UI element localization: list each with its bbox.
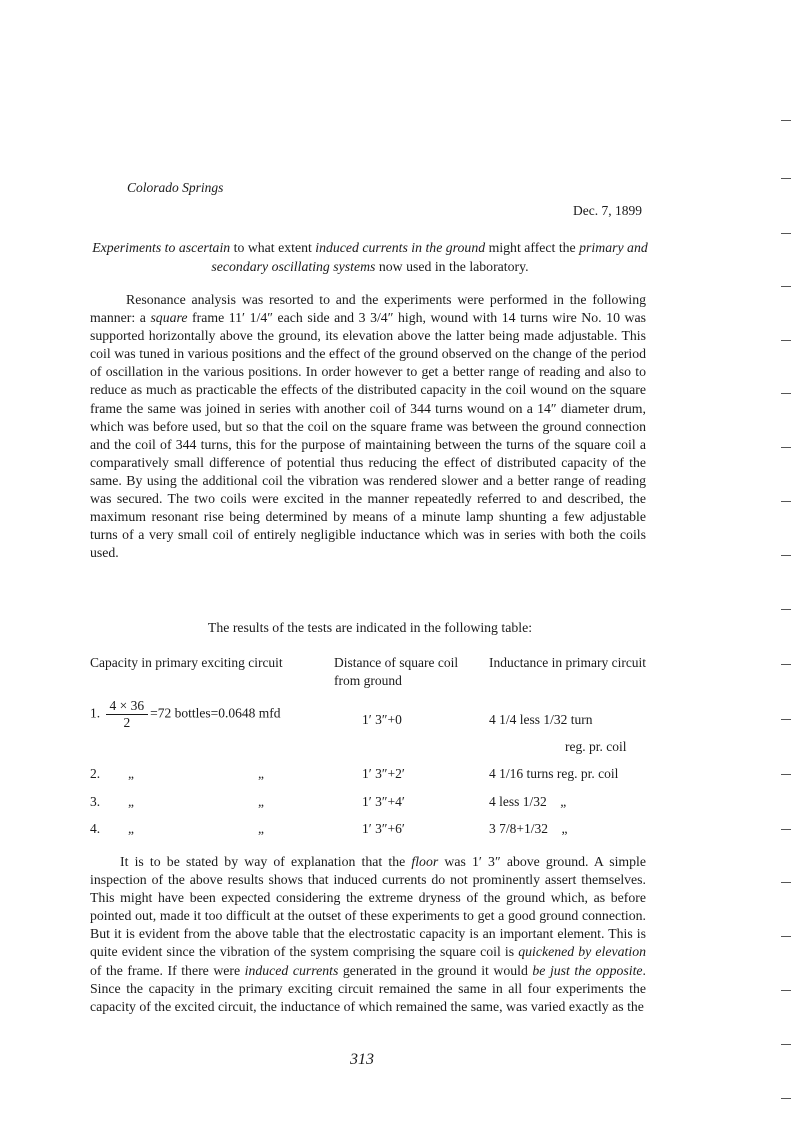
fraction-numerator: 4 × 36 xyxy=(106,698,149,715)
margin-tick xyxy=(781,233,791,234)
table-row-3-inductance: 4 less 1/32 „ xyxy=(489,794,567,809)
margin-tick xyxy=(781,555,791,556)
paragraph2-text-8: be just the opposite xyxy=(532,962,643,978)
table-row-3-distance: 1′ 3″+4′ xyxy=(362,794,405,809)
heading-part-1: Experiments to ascertain xyxy=(92,240,231,255)
paragraph2-text-9: . Since the capacity in the primary exciting circuit remained the same in all four experiments the capacity of the excited circuit, the inductance of which remained the same, was varied exactly as the xyxy=(90,962,646,1014)
heading-part-5: primary and secondary oscillating systems xyxy=(211,240,648,274)
table-row-3-ditto-1: „ xyxy=(128,794,134,809)
margin-tick xyxy=(781,393,791,394)
paragraph-resonance-analysis xyxy=(90,291,646,562)
table-row-2-ditto-2: „ xyxy=(258,766,264,781)
paragraph2-text-5: of the frame. If there were xyxy=(90,962,245,978)
margin-tick xyxy=(781,447,791,448)
table-row-3-number: 3. xyxy=(90,794,101,809)
row-1-number: 1. xyxy=(90,705,101,721)
margin-tick xyxy=(781,1044,791,1045)
table-row-4-distance: 1′ 3″+6′ xyxy=(362,821,405,836)
margin-tick xyxy=(781,664,791,665)
paragraph2-text-7: generated in the ground it would xyxy=(338,962,533,978)
page-number: 313 xyxy=(350,1051,374,1068)
table-row-4-ditto-1: „ xyxy=(128,821,134,836)
paragraph2-text-2: floor xyxy=(411,854,439,869)
fraction-denominator: 2 xyxy=(123,715,131,730)
heading-part-3: induced currents in the ground xyxy=(315,240,486,255)
table-header-distance: Distance of square coil from ground xyxy=(334,655,459,688)
heading-part-2: to what extent xyxy=(230,240,316,255)
table-row-2-inductance: 4 1/16 turns reg. pr. coil xyxy=(489,766,619,781)
paragraph1-text-3: frame 11′ 1/4″ each side and 3 3/4″ high, wound with 14 turns wire No. 10 was supported horizontally above the ground, its elevation above the latter being made adjustable. This coil was tuned in various positions and the effect of the ground observed on the change of the period of oscillation in the various positions. In order however to get a better range of reading and also to reduce as much as practicable the effects of the distributed capacity in the coil wound on the square frame the same was joined in series with another coil of 344 turns wound on a 14″ diameter drum, which was before used, but so that the coil on the square frame was between the ground connection and the coil of 344 turns, this for the purpose of maintaining between the turns of the square coil a comparatively small difference of potential thus reducing the effect of distributed capacity of the same. By using the additional coil the vibration was rendered slower and a better range of reading was secured. The two coils were excited in the manner repeatedly referred to and described, the maximum resonant rise being determined by means of a minute lamp shunting a few adjustable turns of a very small coil of entirely negligible inductance which was in series with both the coils used. xyxy=(90,310,646,561)
paragraph1-text-1: Resonance analysis was resorted to and the experiments were performed in the following manner: a xyxy=(90,292,646,326)
table-row-2-distance: 1′ 3″+2′ xyxy=(362,766,405,781)
margin-tick xyxy=(781,340,791,341)
table-row-4-inductance: 3 7/8+1/32 „ xyxy=(489,821,568,836)
margin-tick xyxy=(781,882,791,883)
margin-tick xyxy=(781,936,791,937)
table-intro: The results of the tests are indicated in the following table: xyxy=(207,620,533,635)
margin-tick xyxy=(781,178,791,179)
margin-tick xyxy=(781,774,791,775)
table-row-2-ditto-1: „ xyxy=(128,766,134,781)
paragraph1-text-2: square xyxy=(150,310,188,326)
margin-tick xyxy=(781,609,791,610)
margin-tick xyxy=(781,829,791,830)
paragraph-explanation xyxy=(90,853,646,1016)
heading-part-4: might affect the xyxy=(485,240,580,255)
capacity-fraction xyxy=(106,698,149,731)
margin-tick xyxy=(781,120,791,121)
table-row-4-number: 4. xyxy=(90,821,101,836)
experiment-heading xyxy=(90,238,650,276)
margin-tick xyxy=(781,501,791,502)
paragraph2-text-3: was 1′ 3″ above ground. A simple inspection of the above results shows that induced currents do not prominently assert themselves. This might have been expected considering the extreme dryness of the ground which, as before pointed out, made it too difficult at the outset of these experiments to get a good ground connection. But it is evident from the above table that the electrostatic capacity is an important element. This is quite evident since the vibration of the system comprising the square coil is xyxy=(90,854,646,960)
place-heading: Colorado Springs xyxy=(127,180,224,195)
table-row-3-ditto-2: „ xyxy=(258,794,264,809)
table-row-2-number: 2. xyxy=(90,766,101,781)
margin-tick xyxy=(781,286,791,287)
table-row-1-capacity xyxy=(90,698,280,731)
paragraph2-text-1: It is to be stated by way of explanation that the xyxy=(120,854,412,869)
table-header-inductance: Inductance in primary circuit xyxy=(489,655,647,670)
margin-tick xyxy=(781,719,791,720)
table-row-1-inductance: 4 1/4 less 1/32 turn xyxy=(489,712,593,727)
heading-part-6: now used in the laboratory. xyxy=(375,259,529,274)
margin-tick xyxy=(781,990,791,991)
table-row-4-ditto-2: „ xyxy=(258,821,264,836)
margin-tick xyxy=(781,1098,791,1099)
paragraph2-text-6: induced currents xyxy=(244,962,339,978)
table-header-capacity: Capacity in primary exciting circuit xyxy=(90,655,283,670)
row-1-capacity-value: =72 bottles=0.0648 mfd xyxy=(150,705,281,721)
paragraph2-text-4: quickened by elevation xyxy=(518,944,646,960)
table-row-1-distance: 1′ 3″+0 xyxy=(362,712,402,727)
table-row-1-inductance-cont: reg. pr. coil xyxy=(565,739,627,754)
date-line: Dec. 7, 1899 xyxy=(573,203,642,218)
